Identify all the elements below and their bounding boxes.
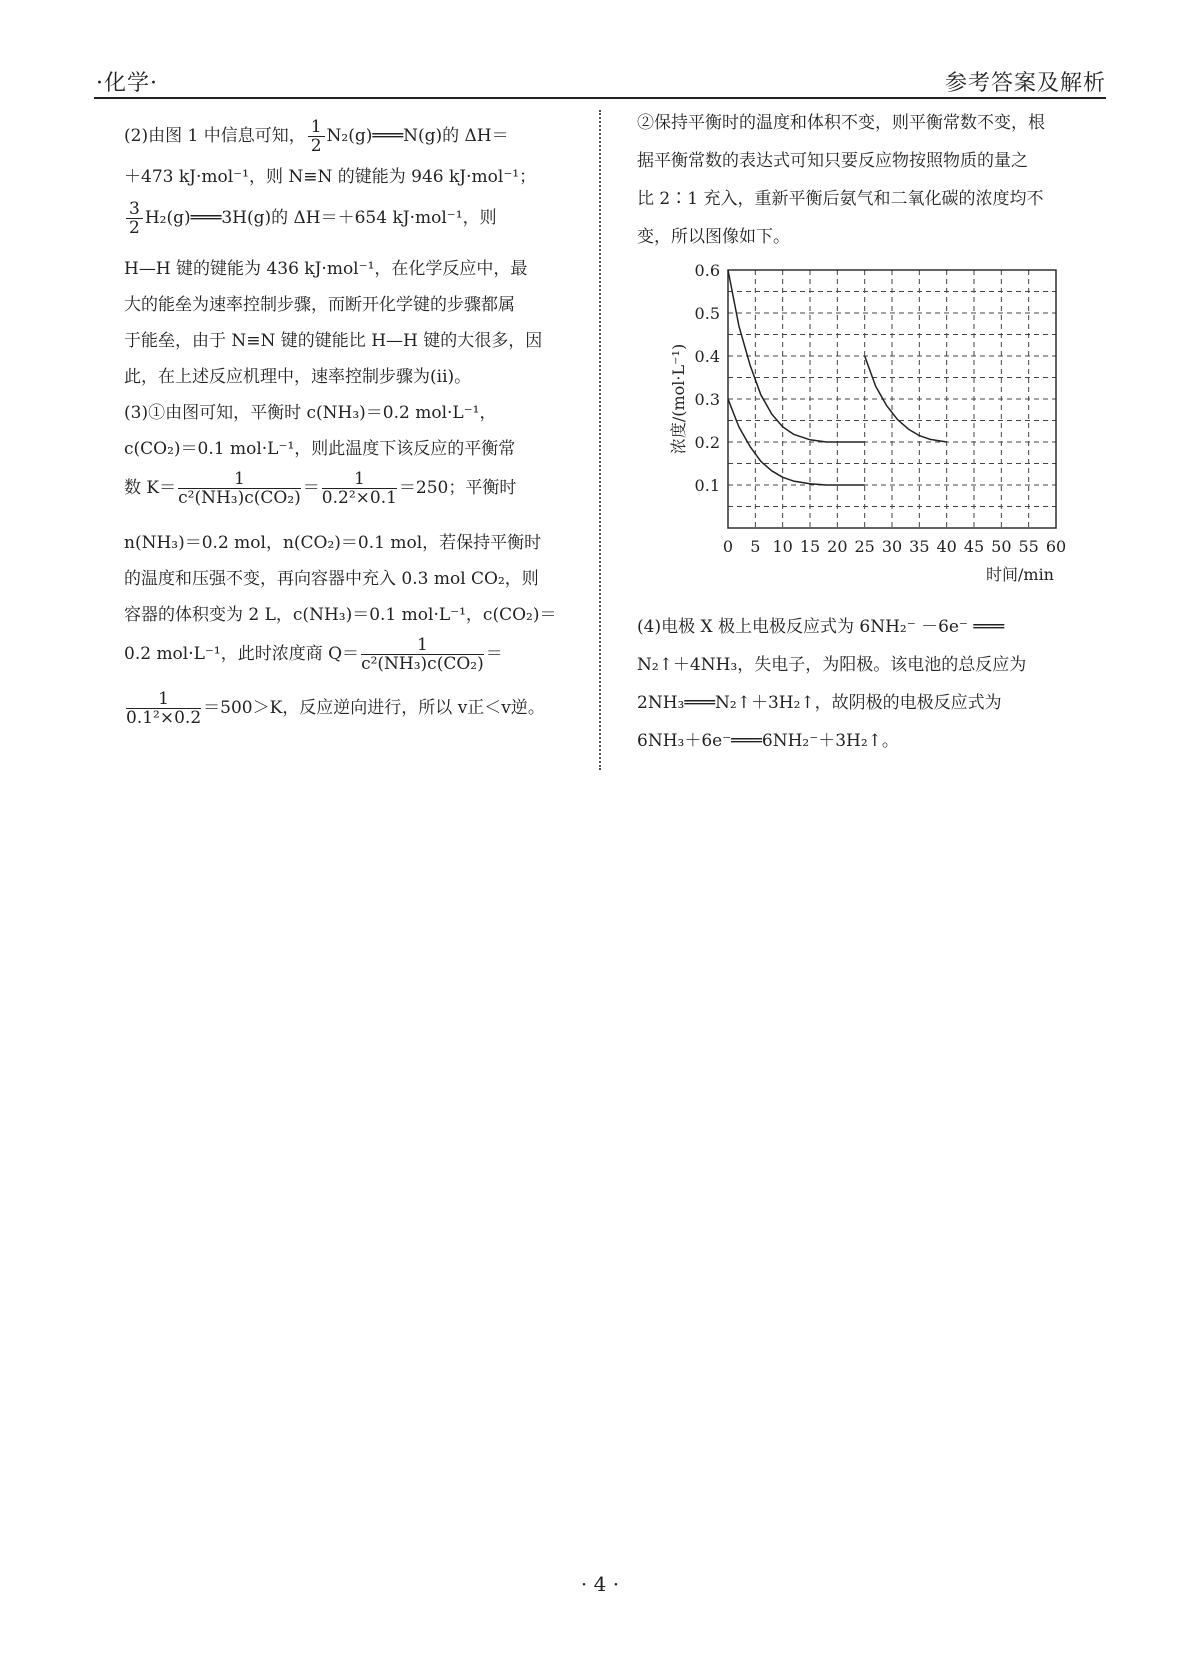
x-axis-label: 时间/min [986,565,1054,584]
left-line-9: c(CO₂)＝0.1 mol·L⁻¹，则此温度下该反应的平衡常 [124,439,516,459]
header-rule [94,97,1106,99]
right-line-8: 6NH₃＋6e⁻═══6NH₂⁻＋3H₂↑。 [637,731,899,751]
left-line-1: (2)由图 1 中信息可知， $\frac{1}{2}$ N₂(g)═══N(g)的 ΔH＝ [124,117,509,156]
page-number: · 4 · [580,1572,620,1596]
left-line-4: H—H 键的键能为 436 kJ·mol⁻¹，在化学反应中，最 [124,259,528,279]
y-tick-label: 0.4 [694,347,720,366]
y-tick-label: 0.2 [694,433,720,452]
y-axis-label: 浓度/(mol·L⁻¹) [669,343,688,455]
x-tick-labels [723,537,1066,556]
x-tick-label: 0 [722,537,734,556]
x-tick-label: 25 [854,537,875,556]
concentration-chart [660,260,1100,605]
x-tick-label: 40 [936,537,957,556]
y-tick-labels [695,261,720,495]
left-line-12: 的温度和压强不变，再向容器中充入 0.3 mol CO₂，则 [124,569,539,589]
right-line-7: 2NH₃═══N₂↑＋3H₂↑，故阴极的电极反应式为 [637,693,1002,713]
chart-svg [660,260,1100,605]
chart-grid [728,270,1056,528]
right-line-3: 比 2∶1 充入，重新平衡后氨气和二氧化碳的浓度均不 [637,189,1044,209]
x-tick-label: 60 [1045,537,1067,556]
left-line-14: 0.2 mol·L⁻¹，此时浓度商 Q＝ $\frac{1}{\text{c²(NH₃)c(CO₂)}}$ ＝ [124,635,503,674]
fraction-q-value: $\frac{1}{\text{0.1²×0.2}}$ [126,689,202,728]
fraction-three-halves: $\frac{3}{2}$ [126,200,143,237]
left-line-5: 大的能垒为速率控制步骤，而断开化学键的步骤都属 [124,295,515,315]
header-section-title: 参考答案及解析 [944,71,1106,96]
x-tick-label: 15 [799,537,821,556]
x-tick-label: 10 [772,537,793,556]
left-line-15: $\frac{1}{\text{0.1²×0.2}}$ ＝500＞K，反应逆向进行，所以 v正＜v逆。 [126,689,545,728]
left-line-10: 数 K＝ $\frac{1}{\text{c²(NH₃)c(CO₂)}}$ ＝ $\frac{1}{\text{0.2²×0.1}}$ ＝250；平衡时 [124,469,517,508]
left-line-11: n(NH₃)＝0.2 mol，n(CO₂)＝0.1 mol，若保持平衡时 [124,533,542,553]
fraction-q-expression: $\frac{1}{\text{c²(NH₃)c(CO₂)}}$ [361,635,484,674]
fraction-k-expression: $\frac{1}{\text{c²(NH₃)c(CO₂)}}$ [178,469,301,508]
right-line-2: 据平衡常数的表达式可知只要反应物按照物质的量之 [637,151,1028,171]
left-line-8: (3)①由图可知，平衡时 c(NH₃)＝0.2 mol·L⁻¹， [124,403,497,423]
left-line-6: 于能垒，由于 N≡N 键的键能比 H—H 键的大很多，因 [124,331,543,351]
right-line-6: N₂↑＋4NH₃，失电子，为阳极。该电池的总反应为 [637,655,1027,675]
y-tick-label: 0.1 [694,476,720,495]
header-subject: ·化学· [96,71,158,96]
x-tick-label: 20 [827,537,848,556]
right-line-4: 变，所以图像如下。 [637,227,790,247]
fraction-half: $\frac{1}{2}$ [308,118,325,155]
left-line-7: 此，在上述反应机理中，速率控制步骤为(ii)。 [124,367,472,387]
x-tick-label: 5 [750,537,761,556]
left-line-3: $\frac{3}{2}$ H₂(g)═══3H(g)的 ΔH＝＋654 kJ·mol⁻¹，则 [124,200,497,237]
x-tick-label: 35 [909,537,930,556]
y-tick-label: 0.3 [694,390,720,409]
y-tick-label: 0.6 [694,261,720,280]
x-tick-label: 55 [1018,537,1039,556]
x-tick-label: 45 [963,537,985,556]
x-tick-label: 30 [881,537,903,556]
y-tick-label: 0.5 [694,304,720,323]
left-line-13: 容器的体积变为 2 L，c(NH₃)＝0.1 mol·L⁻¹，c(CO₂)＝ [124,605,557,625]
x-tick-label: 50 [991,537,1012,556]
left-line-2: ＋473 kJ·mol⁻¹，则 N≡N 的键能为 946 kJ·mol⁻¹； [124,167,537,187]
column-divider [599,110,601,770]
right-line-5: (4)电极 X 极上电极反应式为 6NH₂⁻ －6e⁻ ═══ [637,617,1005,637]
fraction-k-value: $\frac{1}{\text{0.2²×0.1}}$ [321,469,397,508]
right-line-1: ②保持平衡时的温度和体积不变，则平衡常数不变，根 [637,113,1045,133]
series-line-3 [865,356,947,442]
